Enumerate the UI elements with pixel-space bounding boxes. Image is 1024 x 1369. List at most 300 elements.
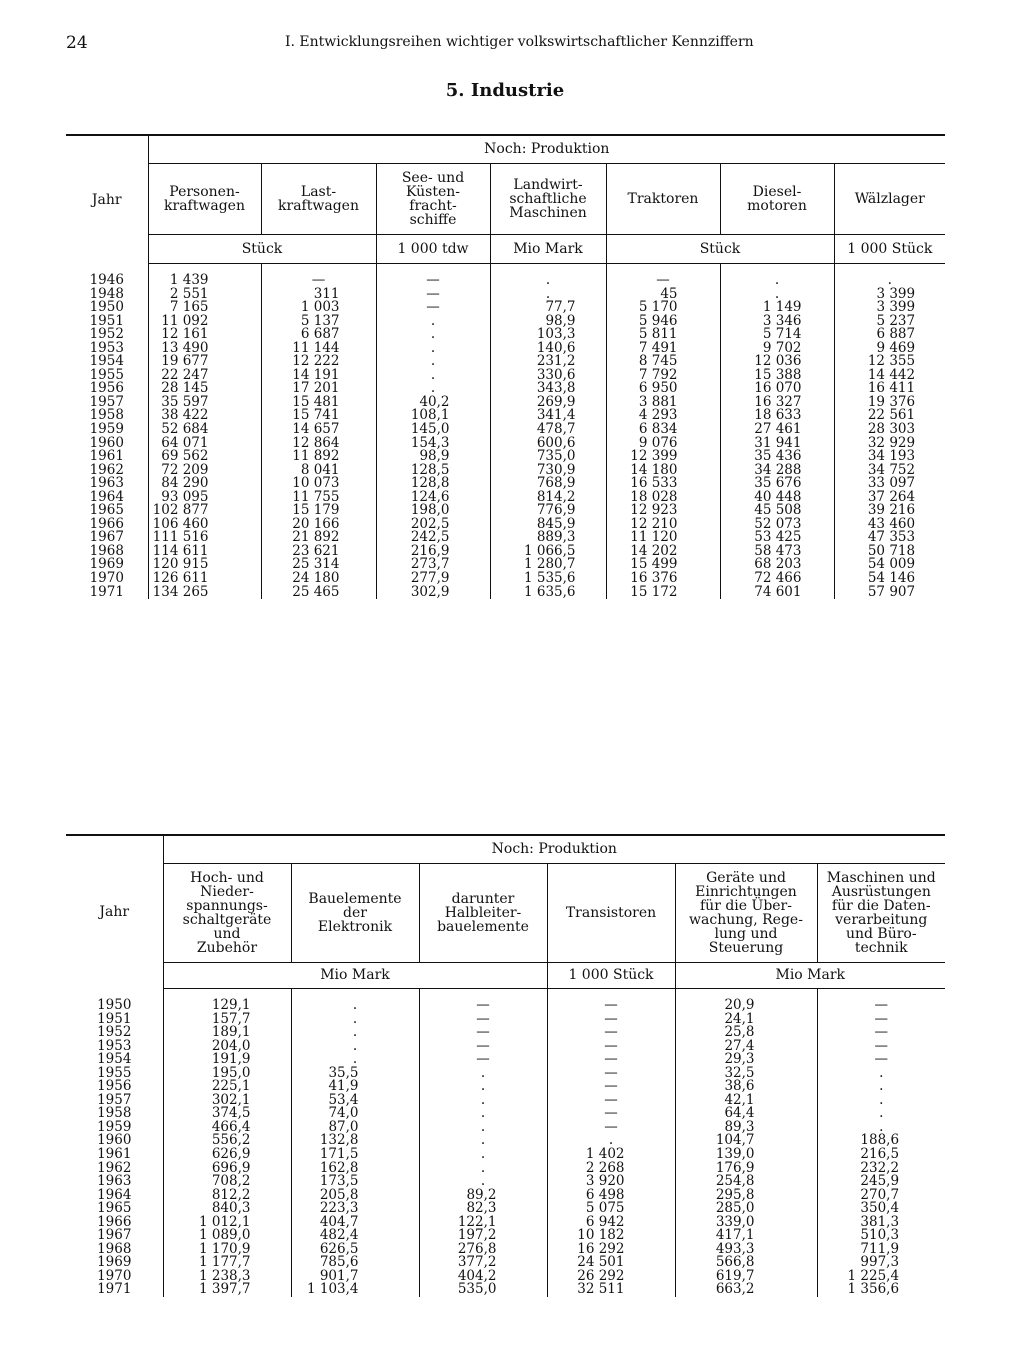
value-cell: 7 165 (148, 301, 261, 315)
value-cell: 231,2 (490, 355, 606, 369)
year-cell: 1950 (97, 997, 132, 1013)
value-cell: 10 073 (261, 477, 376, 491)
industry-production-table-1 (66, 134, 945, 599)
value-cell: 12 036 (720, 355, 834, 369)
value-cell: 173,5 (291, 1175, 419, 1189)
value-cell: 28 303 (834, 423, 945, 437)
year-cell: 1958 (89, 407, 124, 424)
value-cell: 776,9 (490, 504, 606, 518)
year-cell: 1960 (97, 1132, 132, 1149)
value-cell: . (419, 1094, 547, 1108)
value-cell: 6 687 (261, 328, 376, 342)
value-cell: — (817, 1013, 945, 1027)
value-cell: 1 356,6 (817, 1283, 945, 1297)
value-cell: . (817, 1094, 945, 1108)
value-cell: . (419, 1080, 547, 1094)
value-cell: 466,4 (163, 1121, 291, 1135)
value-cell: 343,8 (490, 382, 606, 396)
value-cell: 16 327 (720, 396, 834, 410)
value-cell: 302,9 (376, 586, 490, 600)
value-cell: 26 292 (547, 1270, 675, 1284)
unit-label: Mio Mark (675, 962, 945, 988)
value-cell: 1 066,5 (490, 545, 606, 559)
value-cell: 27 461 (720, 423, 834, 437)
value-cell: 11 144 (261, 342, 376, 356)
value-cell: 285,0 (675, 1202, 817, 1216)
year-header: Jahr (66, 835, 163, 988)
value-cell: — (547, 1026, 675, 1040)
value-cell: 735,0 (490, 450, 606, 464)
value-cell: . (490, 274, 606, 288)
value-cell: 39 216 (834, 504, 945, 518)
value-cell: — (547, 1040, 675, 1054)
value-cell: — (547, 1013, 675, 1027)
value-cell: 730,9 (490, 464, 606, 478)
value-cell: — (547, 1053, 675, 1067)
value-cell: 7 491 (606, 342, 720, 356)
value-cell: 510,3 (817, 1229, 945, 1243)
value-cell: 162,8 (291, 1162, 419, 1176)
value-cell: 45 (606, 288, 720, 302)
value-cell: 9 469 (834, 342, 945, 356)
page-number: 24 (66, 33, 88, 53)
value-cell: — (547, 1094, 675, 1108)
value-cell: 24 501 (547, 1256, 675, 1270)
value-cell: 295,8 (675, 1189, 817, 1203)
table-row (66, 1148, 945, 1162)
value-cell: 5 075 (547, 1202, 675, 1216)
value-cell: — (376, 288, 490, 302)
value-cell: . (376, 328, 490, 342)
value-cell: — (419, 1013, 547, 1027)
value-cell: . (291, 1026, 419, 1040)
year-cell: 1950 (89, 299, 124, 316)
year-cell: 1951 (97, 1010, 132, 1027)
year-cell: 1953 (89, 339, 124, 356)
value-cell: — (547, 1067, 675, 1081)
value-cell: 273,7 (376, 558, 490, 572)
value-cell: 223,3 (291, 1202, 419, 1216)
year-cell: 1963 (97, 1173, 132, 1190)
value-cell: 18 633 (720, 409, 834, 423)
unit-label: Mio Mark (490, 234, 606, 263)
year-cell: 1959 (89, 421, 124, 438)
value-cell: 1 535,6 (490, 572, 606, 586)
value-cell: 232,2 (817, 1162, 945, 1176)
value-cell: 11 120 (606, 531, 720, 545)
value-cell: 38,6 (675, 1080, 817, 1094)
value-cell: 25 465 (261, 586, 376, 600)
value-cell: 24,1 (675, 1013, 817, 1027)
super-header: Noch: Produktion (148, 135, 945, 163)
value-cell: . (547, 1134, 675, 1148)
column-header: Maschinen und Ausrüstungen für die Daten- verarbeitung und Büro- technik (817, 863, 945, 962)
value-cell: 87,0 (291, 1121, 419, 1135)
value-cell: 812,2 (163, 1189, 291, 1203)
value-cell: — (261, 274, 376, 288)
value-cell: 114 611 (148, 545, 261, 559)
year-cell: 1971 (97, 1281, 132, 1298)
year-cell: 1957 (89, 393, 124, 410)
value-cell: 189,1 (163, 1026, 291, 1040)
value-cell: 28 145 (148, 382, 261, 396)
year-cell: 1956 (97, 1078, 132, 1095)
value-cell: 619,7 (675, 1270, 817, 1284)
value-cell: 132,8 (291, 1134, 419, 1148)
year-cell: 1955 (89, 366, 124, 383)
value-cell: 93 095 (148, 491, 261, 505)
value-cell: 478,7 (490, 423, 606, 437)
value-cell: — (419, 1026, 547, 1040)
value-cell: 21 892 (261, 531, 376, 545)
value-cell: . (376, 315, 490, 329)
value-cell: . (834, 274, 945, 288)
value-cell: 9 076 (606, 437, 720, 451)
value-cell: 404,2 (419, 1270, 547, 1284)
value-cell: 13 490 (148, 342, 261, 356)
year-cell: 1969 (89, 556, 124, 573)
value-cell: . (490, 288, 606, 302)
value-cell: 15 172 (606, 586, 720, 600)
table-row (66, 1256, 945, 1270)
value-cell: . (376, 355, 490, 369)
column-header: Transistoren (547, 863, 675, 962)
value-cell: 64 071 (148, 437, 261, 451)
year-cell: 1948 (89, 285, 124, 302)
value-cell: 40,2 (376, 396, 490, 410)
value-cell: 8 745 (606, 355, 720, 369)
value-cell: . (291, 1040, 419, 1054)
column-header: Wälzlager (834, 163, 945, 234)
value-cell: . (376, 382, 490, 396)
value-cell: — (817, 1040, 945, 1054)
value-cell: . (419, 1175, 547, 1189)
table-row (66, 1229, 945, 1243)
value-cell: 45 508 (720, 504, 834, 518)
value-cell: 1 012,1 (163, 1216, 291, 1230)
year-cell: 1966 (89, 515, 124, 532)
value-cell: 889,3 (490, 531, 606, 545)
year-cell: 1954 (89, 353, 124, 370)
value-cell: 68 203 (720, 558, 834, 572)
value-cell: . (419, 1107, 547, 1121)
value-cell: 14 202 (606, 545, 720, 559)
table-row (66, 1162, 945, 1176)
value-cell: 330,6 (490, 369, 606, 383)
value-cell: 52 073 (720, 518, 834, 532)
value-cell: 845,9 (490, 518, 606, 532)
value-cell: — (376, 274, 490, 288)
value-cell: 22 561 (834, 409, 945, 423)
value-cell: 6 498 (547, 1189, 675, 1203)
column-header: Traktoren (606, 163, 720, 234)
value-cell: — (817, 1053, 945, 1067)
value-cell: 157,7 (163, 1013, 291, 1027)
value-cell: 270,7 (817, 1189, 945, 1203)
value-cell: 1 003 (261, 301, 376, 315)
value-cell: 64,4 (675, 1107, 817, 1121)
value-cell: 12 210 (606, 518, 720, 532)
value-cell: 12 923 (606, 504, 720, 518)
value-cell: 663,2 (675, 1283, 817, 1297)
table-row (66, 1013, 945, 1027)
value-cell: 8 041 (261, 464, 376, 478)
value-cell: 202,5 (376, 518, 490, 532)
value-cell: 5 137 (261, 315, 376, 329)
year-cell: 1958 (97, 1105, 132, 1122)
value-cell: 16 411 (834, 382, 945, 396)
value-cell: 404,7 (291, 1216, 419, 1230)
value-cell: 19 677 (148, 355, 261, 369)
value-cell: 32 929 (834, 437, 945, 451)
value-cell: 74,0 (291, 1107, 419, 1121)
table-row (66, 1270, 945, 1284)
value-cell: 31 941 (720, 437, 834, 451)
year-cell: 1962 (89, 461, 124, 478)
year-cell: 1965 (97, 1200, 132, 1217)
value-cell: 16 376 (606, 572, 720, 586)
value-cell: 98,9 (490, 315, 606, 329)
value-cell: 4 293 (606, 409, 720, 423)
value-cell: . (720, 274, 834, 288)
value-cell: 12 355 (834, 355, 945, 369)
value-cell: 626,5 (291, 1243, 419, 1257)
value-cell: 9 702 (720, 342, 834, 356)
value-cell: 89,3 (675, 1121, 817, 1135)
value-cell: — (419, 999, 547, 1013)
value-cell: 103,3 (490, 328, 606, 342)
value-cell: 128,8 (376, 477, 490, 491)
table-row (66, 1202, 945, 1216)
value-cell: 12 222 (261, 355, 376, 369)
value-cell: 25 314 (261, 558, 376, 572)
unit-label: 1 000 Stück (834, 234, 945, 263)
value-cell: 1 439 (148, 274, 261, 288)
industry-production-table-2 (66, 834, 945, 1297)
value-cell: 3 346 (720, 315, 834, 329)
value-cell: 3 399 (834, 288, 945, 302)
value-cell: 5 811 (606, 328, 720, 342)
value-cell: 11 755 (261, 491, 376, 505)
value-cell: 417,1 (675, 1229, 817, 1243)
value-cell: 191,9 (163, 1053, 291, 1067)
value-cell: 768,9 (490, 477, 606, 491)
value-cell: 12 864 (261, 437, 376, 451)
value-cell: 15 388 (720, 369, 834, 383)
value-cell: 129,1 (163, 999, 291, 1013)
table-row (66, 1053, 945, 1067)
year-cell: 1953 (97, 1037, 132, 1054)
value-cell: — (419, 1040, 547, 1054)
value-cell: 54 146 (834, 572, 945, 586)
value-cell: 6 942 (547, 1216, 675, 1230)
value-cell: 34 193 (834, 450, 945, 464)
value-cell: 1 402 (547, 1148, 675, 1162)
value-cell: 43 460 (834, 518, 945, 532)
value-cell: 84 290 (148, 477, 261, 491)
value-cell: 6 950 (606, 382, 720, 396)
value-cell: 37 264 (834, 491, 945, 505)
column-header: Geräte und Einrichtungen für die Über- wachung, Rege- lung und Steuerung (675, 863, 817, 962)
value-cell: 1 149 (720, 301, 834, 315)
value-cell: 204,0 (163, 1040, 291, 1054)
value-cell: 1 170,9 (163, 1243, 291, 1257)
value-cell: 35,5 (291, 1067, 419, 1081)
year-cell: 1963 (89, 475, 124, 492)
year-cell: 1960 (89, 434, 124, 451)
year-cell: 1954 (97, 1051, 132, 1068)
year-cell: 1964 (89, 488, 124, 505)
year-cell: 1971 (89, 583, 124, 600)
value-cell: 124,6 (376, 491, 490, 505)
value-cell: 77,7 (490, 301, 606, 315)
value-cell: 1 280,7 (490, 558, 606, 572)
value-cell: 20 166 (261, 518, 376, 532)
column-header: Personen- kraftwagen (148, 163, 261, 234)
value-cell: 216,9 (376, 545, 490, 559)
column-header: Last- kraftwagen (261, 163, 376, 234)
value-cell: 41,9 (291, 1080, 419, 1094)
value-cell: 16 533 (606, 477, 720, 491)
value-cell: 140,6 (490, 342, 606, 356)
value-cell: 12 161 (148, 328, 261, 342)
value-cell: 11 092 (148, 315, 261, 329)
value-cell: 269,9 (490, 396, 606, 410)
value-cell: 32,5 (675, 1067, 817, 1081)
unit-label: Mio Mark (163, 962, 547, 988)
year-cell: 1967 (97, 1227, 132, 1244)
value-cell: 42,1 (675, 1094, 817, 1108)
value-cell: 176,9 (675, 1162, 817, 1176)
value-cell: 785,6 (291, 1256, 419, 1270)
value-cell: — (547, 1121, 675, 1135)
unit-label: 1 000 Stück (547, 962, 675, 988)
table-row (66, 1026, 945, 1040)
value-cell: . (817, 1067, 945, 1081)
value-cell: 1 238,3 (163, 1270, 291, 1284)
table-row (66, 586, 945, 600)
value-cell: 277,9 (376, 572, 490, 586)
table-row (66, 1067, 945, 1081)
super-header: Noch: Produktion (163, 835, 945, 863)
value-cell: 6 834 (606, 423, 720, 437)
value-cell: . (291, 999, 419, 1013)
value-cell: 120 915 (148, 558, 261, 572)
value-cell: 171,5 (291, 1148, 419, 1162)
value-cell: 814,2 (490, 491, 606, 505)
value-cell: 242,5 (376, 531, 490, 545)
table-row (66, 1094, 945, 1108)
value-cell: — (547, 999, 675, 1013)
value-cell: 53,4 (291, 1094, 419, 1108)
value-cell: . (291, 1053, 419, 1067)
year-cell: 1969 (97, 1254, 132, 1271)
value-cell: 104,7 (675, 1134, 817, 1148)
value-cell: 493,3 (675, 1243, 817, 1257)
value-cell: 25,8 (675, 1026, 817, 1040)
value-cell: 245,9 (817, 1175, 945, 1189)
value-cell: 27,4 (675, 1040, 817, 1054)
column-header: Hoch- und Nieder- spannungs- schaltgeräte und Zubehör (163, 863, 291, 962)
value-cell: 1 089,0 (163, 1229, 291, 1243)
value-cell: . (817, 1121, 945, 1135)
value-cell: 311 (261, 288, 376, 302)
value-cell: 188,6 (817, 1134, 945, 1148)
value-cell: 72 209 (148, 464, 261, 478)
value-cell: 15 179 (261, 504, 376, 518)
table-row (66, 1243, 945, 1257)
value-cell: 34 752 (834, 464, 945, 478)
column-header: Diesel- motoren (720, 163, 834, 234)
value-cell: 16 292 (547, 1243, 675, 1257)
value-cell: 225,1 (163, 1080, 291, 1094)
value-cell: 5 946 (606, 315, 720, 329)
year-cell: 1952 (89, 326, 124, 343)
value-cell: 52 684 (148, 423, 261, 437)
value-cell: 89,2 (419, 1189, 547, 1203)
value-cell: 38 422 (148, 409, 261, 423)
value-cell: . (376, 342, 490, 356)
value-cell: 3 920 (547, 1175, 675, 1189)
value-cell: 111 516 (148, 531, 261, 545)
value-cell: 3 881 (606, 396, 720, 410)
value-cell: 32 511 (547, 1283, 675, 1297)
value-cell: 128,5 (376, 464, 490, 478)
table-row (66, 1040, 945, 1054)
value-cell: . (419, 1121, 547, 1135)
table-row (66, 1080, 945, 1094)
value-cell: 35 597 (148, 396, 261, 410)
value-cell: 74 601 (720, 586, 834, 600)
value-cell: 14 657 (261, 423, 376, 437)
value-cell: 1 177,7 (163, 1256, 291, 1270)
value-cell: — (817, 1026, 945, 1040)
value-cell: 1 635,6 (490, 586, 606, 600)
table-row (66, 999, 945, 1013)
value-cell: — (547, 1080, 675, 1094)
value-cell: — (606, 274, 720, 288)
year-cell: 1952 (97, 1024, 132, 1041)
value-cell: 5 714 (720, 328, 834, 342)
value-cell: 18 028 (606, 491, 720, 505)
value-cell: 205,8 (291, 1189, 419, 1203)
value-cell: 50 718 (834, 545, 945, 559)
value-cell: 20,9 (675, 999, 817, 1013)
value-cell: 6 887 (834, 328, 945, 342)
value-cell: 711,9 (817, 1243, 945, 1257)
value-cell: 108,1 (376, 409, 490, 423)
value-cell: 58 473 (720, 545, 834, 559)
year-cell: 1964 (97, 1186, 132, 1203)
value-cell: 3 399 (834, 301, 945, 315)
value-cell: 47 353 (834, 531, 945, 545)
value-cell: 16 070 (720, 382, 834, 396)
value-cell: . (419, 1134, 547, 1148)
value-cell: — (419, 1053, 547, 1067)
year-header: Jahr (66, 135, 148, 263)
table-row (66, 1107, 945, 1121)
year-cell: 1961 (97, 1146, 132, 1163)
value-cell: 145,0 (376, 423, 490, 437)
value-cell: 381,3 (817, 1216, 945, 1230)
value-cell: 40 448 (720, 491, 834, 505)
value-cell: 11 892 (261, 450, 376, 464)
year-cell: 1966 (97, 1213, 132, 1230)
value-cell: 339,0 (675, 1216, 817, 1230)
value-cell: 2 551 (148, 288, 261, 302)
year-cell: 1965 (89, 502, 124, 519)
value-cell: . (419, 1162, 547, 1176)
